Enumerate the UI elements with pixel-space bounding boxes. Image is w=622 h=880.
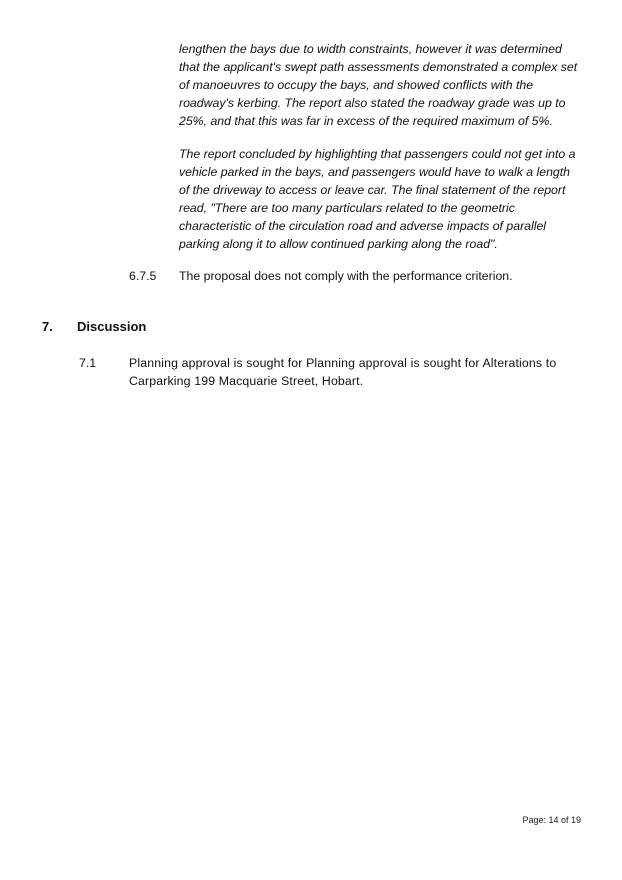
quoted-report-paragraph-1: lengthen the bays due to width constraints, however it was determined that the applicant's swept path assessments demonstrated a complex set of manoeuvres to occupy the bays, and showed conflicts with the roadway's kerbing. The report also stated the roadway grade was up to 25%, and that this was far in excess of the required maximum of 5%. — [179, 42, 578, 128]
section-heading: Discussion — [77, 319, 147, 334]
clause-number-7-1: 7.1 — [79, 356, 97, 370]
page-number: Page: 14 of 19 — [522, 815, 581, 825]
quoted-report-paragraph-2: The report concluded by highlighting that passengers could not get into a vehicle parked in the bays, and passengers would have to walk a length of the driveway to access or leave car. The final statement of the report read, "There are too many particulars related to the geometric characteristic of the circulation road and adverse impacts of parallel parking along it to allow continued parking along the road". — [179, 147, 576, 251]
clause-text-7-1: Planning approval is sought for Planning approval is sought for Alterations to Carparking 199 Macquarie Street, Hobart. — [129, 356, 557, 388]
clause-text-6-7-5: The proposal does not comply with the performance criterion. — [179, 269, 513, 283]
clause-number-6-7-5: 6.7.5 — [129, 269, 157, 283]
section-number: 7. — [42, 319, 53, 334]
